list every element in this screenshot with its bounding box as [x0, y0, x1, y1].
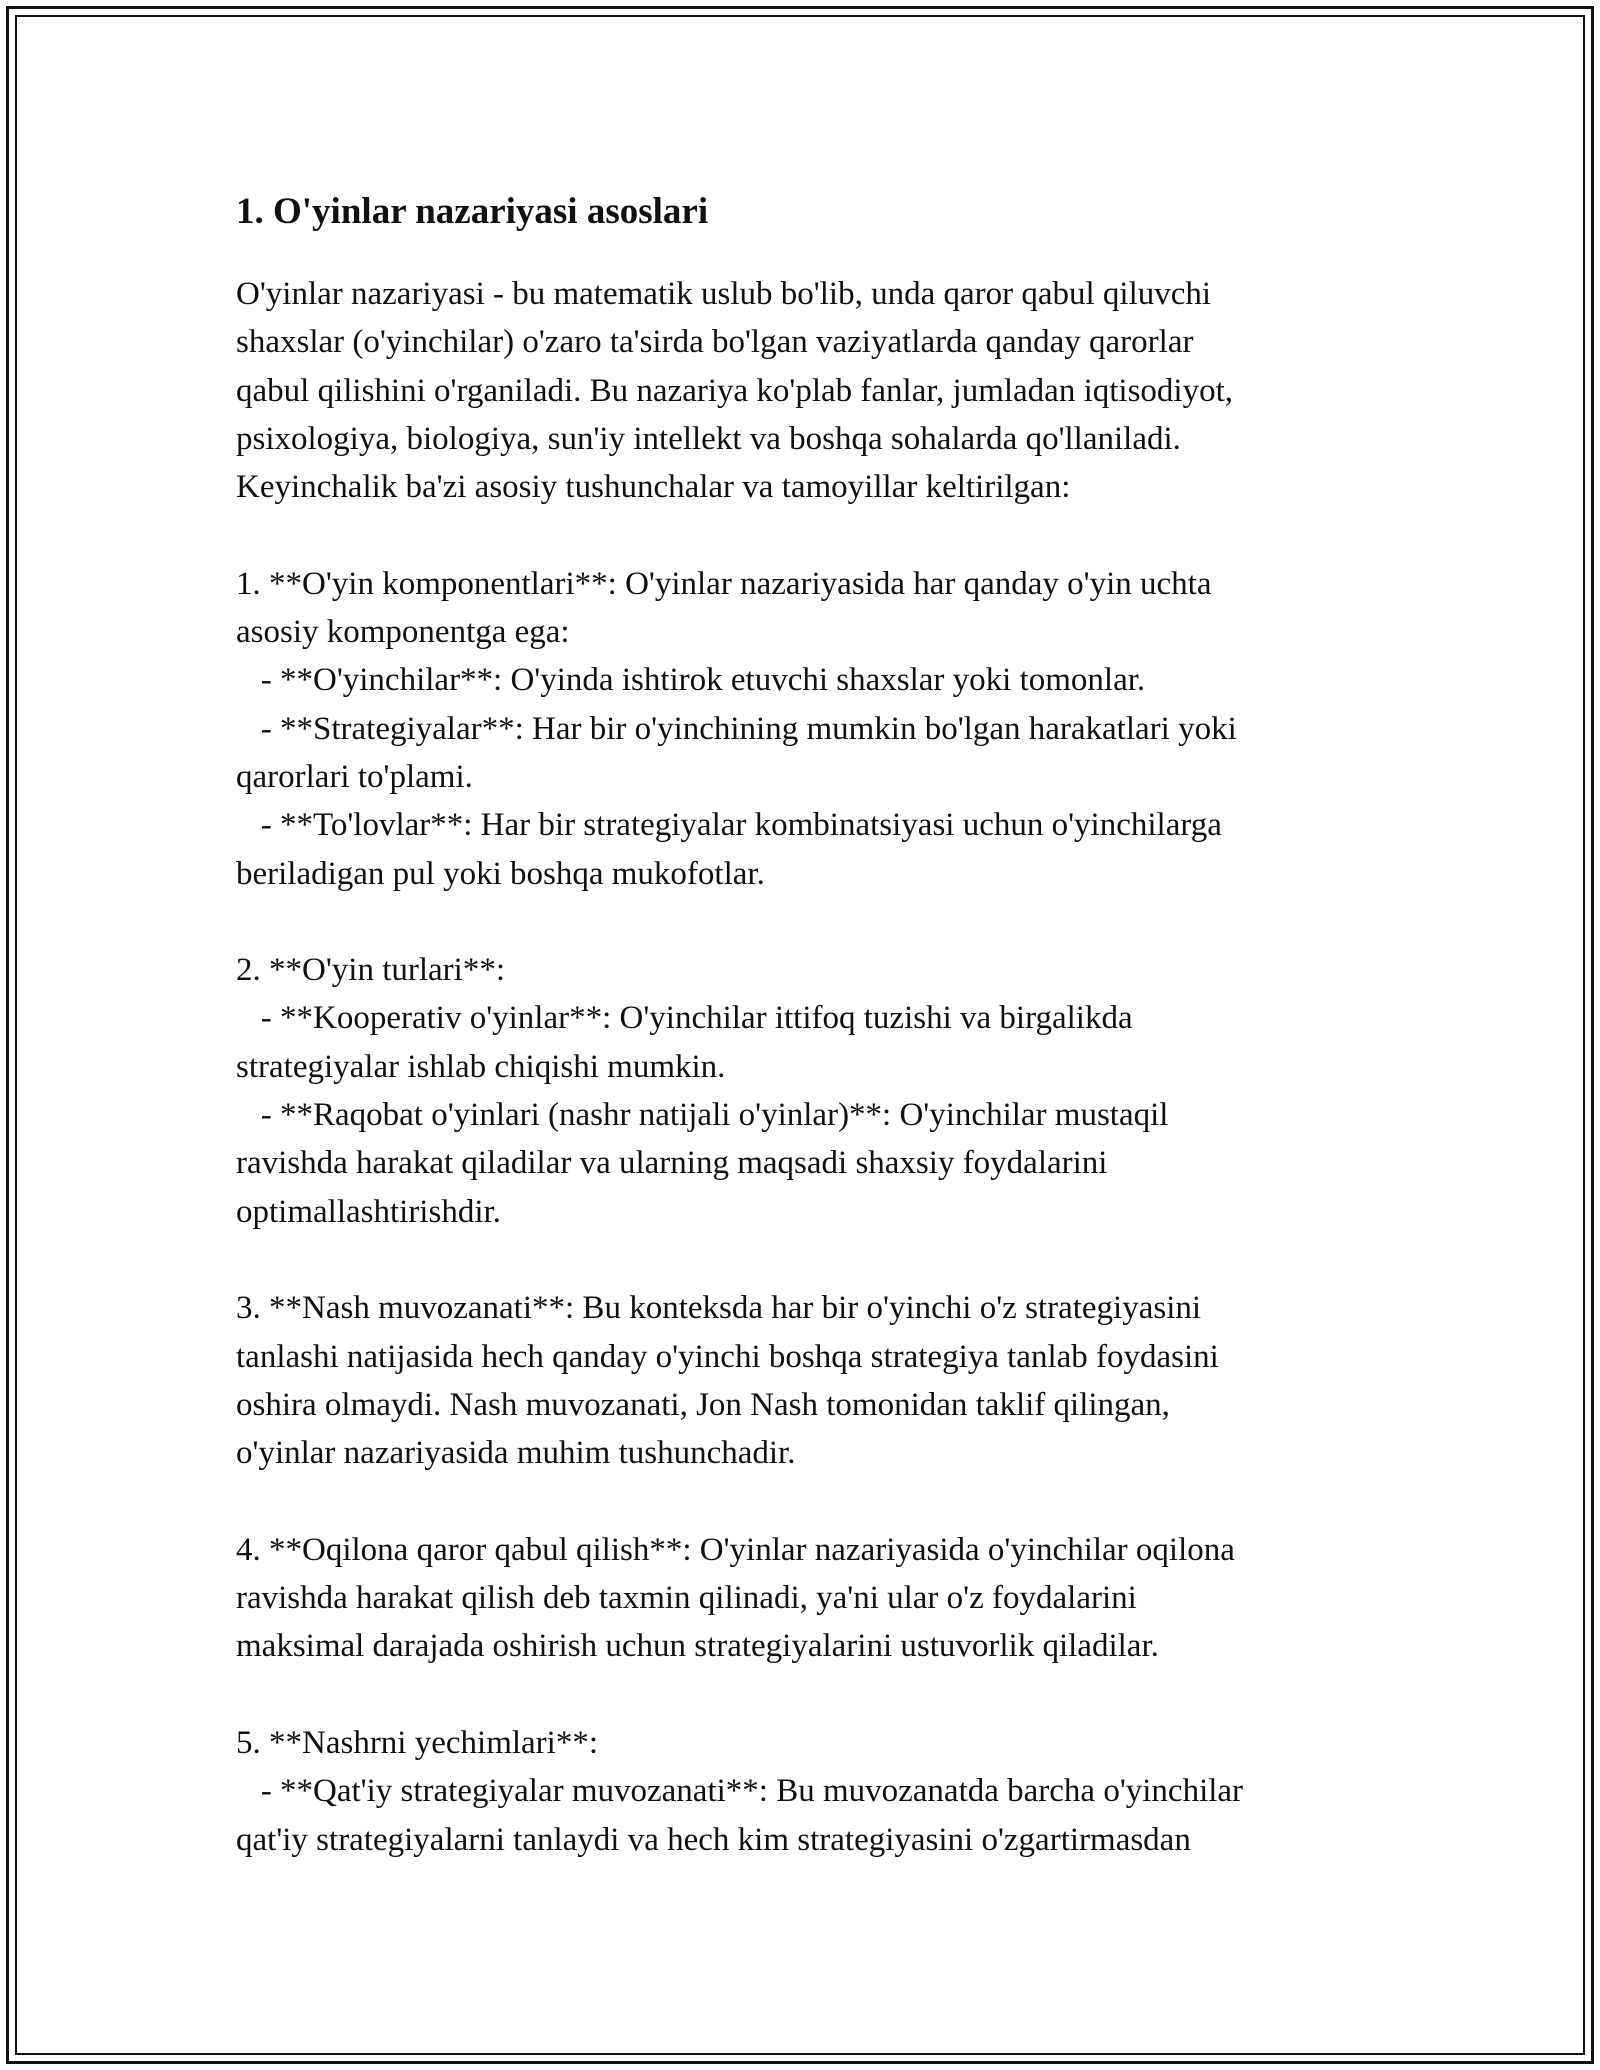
text-line: [236, 1671, 1386, 1719]
text-line: O'yinlar nazariyasi - bu matematik uslub bo'lib, unda qaror qabul qiluvchi: [236, 276, 1212, 312]
text-line: 5. **Nashrni yechimlari**:: [236, 1724, 599, 1761]
text-line: 4. **Oqilona qaror qabul qilish**: O'yinlar nazariyasida o'yinchilar oqilona: [236, 1531, 1235, 1568]
text-line: - **O'yinchilar**: O'yinda ishtirok etuvchi shaxslar yoki tomonlar.: [236, 662, 1146, 699]
text-line: strategiyalar ishlab chiqishi mumkin.: [236, 1048, 726, 1085]
text-line: 3. **Nash muvozanati**: Bu konteksda har bir o'yinchi o'z strategiyasini: [236, 1290, 1202, 1327]
text-line: oshira olmaydi. Nash muvozanati, Jon Nash tomonidan taklif qilingan,: [236, 1386, 1170, 1423]
text-line: - **Strategiyalar**: Har bir o'yinchining mumkin bo'lgan harakatlari yoki: [236, 710, 1237, 747]
text-line: [236, 898, 1386, 946]
text-line: - **Qat'iy strategiyalar muvozanati**: Bu muvozanatda barcha o'yinchilar: [236, 1773, 1244, 1810]
text-line: ravishda harakat qiladilar va ularning maqsadi shaxsiy foydalarini: [236, 1145, 1108, 1182]
document-page: [236, 182, 1386, 1864]
text-line: ravishda harakat qilish deb taxmin qilinadi, ya'ni ular o'z foydalarini: [236, 1580, 1137, 1617]
text-line: qarorlari to'plami.: [236, 758, 473, 795]
text-line: asosiy komponentga ega:: [236, 614, 570, 651]
text-line: [236, 511, 1386, 559]
text-line: maksimal darajada oshirish uchun strategiyalarini ustuvorlik qiladilar.: [236, 1628, 1159, 1665]
text-line: - **To'lovlar**: Har bir strategiyalar kombinatsiyasi uchun o'yinchilarga: [236, 807, 1222, 844]
text-line: tanlashi natijasida hech qanday o'yinchi boshqa strategiya tanlab foydasini: [236, 1338, 1219, 1375]
text-line: 1. **O'yin komponentlari**: O'yinlar nazariyasida har qanday o'yin uchta: [236, 565, 1212, 602]
text-line: optimallashtirishdir.: [236, 1193, 501, 1230]
text-line: - **Kooperativ o'yinlar**: O'yinchilar ittifoq tuzishi va birgalikda: [236, 1000, 1133, 1037]
text-line: - **Raqobat o'yinlari (nashr natijali o'yinlar)**: O'yinchilar mustaqil: [236, 1097, 1169, 1134]
text-line: qabul qilishini o'rganiladi. Bu nazariya ko'plab fanlar, jumladan iqtisodiyot,: [236, 372, 1234, 409]
document-title: 1. O'yinlar nazariyasi asoslari: [236, 191, 709, 232]
text-line: o'yinlar nazariyasida muhim tushunchadir.: [236, 1435, 796, 1472]
text-line: beriladigan pul yoki boshqa mukofotlar.: [236, 855, 765, 892]
text-line: 2. **O'yin turlari**:: [236, 952, 505, 989]
text-line: qat'iy strategiyalarni tanlaydi va hech kim strategiyasini o'zgartirmasdan: [236, 1821, 1191, 1858]
text-line: psixologiya, biologiya, sun'iy intellekt va boshqa sohalarda qo'llaniladi.: [236, 420, 1181, 457]
text-line: shaxslar (o'yinchilar) o'zaro ta'sirda bo'lgan vaziyatlarda qanday qarorlar: [236, 324, 1194, 361]
text-line: Keyinchalik ba'zi asosiy tushunchalar va tamoyillar keltirilgan:: [236, 469, 1071, 506]
text-line: [236, 1477, 1386, 1525]
text-line: [236, 1236, 1386, 1284]
document-body: [236, 270, 1386, 1864]
